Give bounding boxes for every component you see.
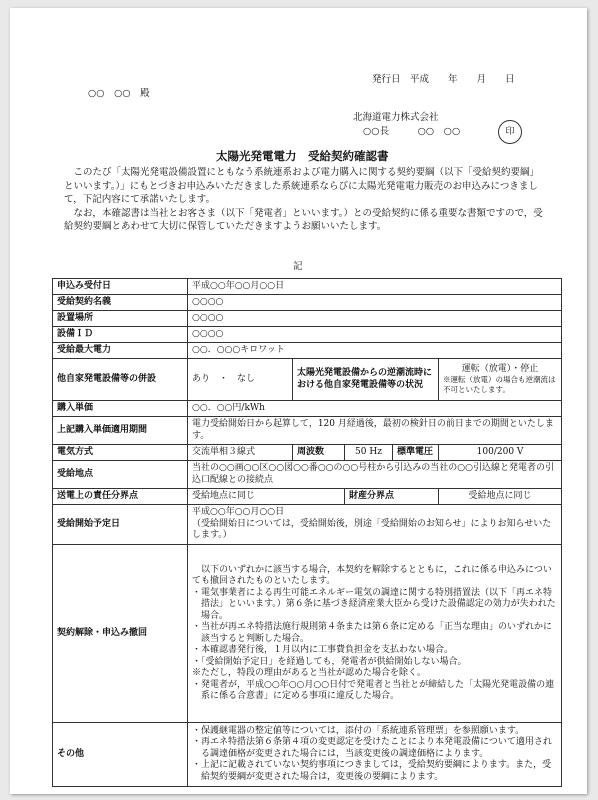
ki-heading: 記 (293, 261, 303, 272)
start-note: （受給開始日については，受給開始後，別途「受給開始のお知らせ」によりお知らせいたします。） (192, 518, 552, 541)
value-application-date: 平成○○年○○月○○日 (188, 279, 562, 295)
cancel-item: ・電気事業者による再生可能エネルギー電気の調達に関する特別措置法（以下「再エネ特措法」といいます。）第６条に基づき経済産業大臣から受けた設備認定の効力が失われた場合。 (192, 587, 556, 621)
label-equipment-id: 設備ＩＤ (53, 327, 188, 343)
value-asset-boundary: 受給地点に同じ (439, 489, 562, 505)
label-frequency: 周波数 (293, 445, 345, 461)
document-title: 太陽光発電電力 受給契約確認書 (216, 149, 389, 163)
table-row (53, 489, 562, 505)
label-other: その他 (53, 723, 188, 787)
label-voltage: 標準電圧 (393, 445, 439, 461)
value-equipment-id: ○○○○ (188, 327, 562, 343)
contract-table (52, 278, 562, 787)
other-item: ・保護継電器の整定値等については，添付の「系統連系管理票」を参照願います。 (192, 725, 525, 736)
other-item: ・再エネ特措法第６条第４項の変更認定を受けたことにより本発電設備について適用される調達価格が変更された場合には，当該変更後の調達価格によります。 (192, 737, 552, 759)
value-voltage: 100/200 V (439, 445, 562, 461)
value-max-power: ○○．○○○キロワット (188, 343, 562, 359)
label-supply-point: 受給地点 (53, 461, 188, 489)
label-cancel: 契約解除・申込み撤回 (53, 545, 188, 723)
company-name: 北海道電力株式会社 (353, 112, 439, 123)
label-start-date: 受給開始予定日 (53, 505, 188, 545)
combined-status-cell (439, 359, 562, 401)
label-application-date: 申込み受付日 (53, 279, 188, 295)
combined-note: ※運転（放電）の場合も逆潮流は不可といたします。 (443, 375, 556, 395)
cancel-item: ・「受給開始予定日」を経過しても，発電者が供給開始しない場合。 (192, 656, 467, 667)
cancel-note: ※ただし，特段の理由があると当社が認めた場合を除く。 (192, 668, 426, 678)
value-location: ○○○○ (188, 311, 562, 327)
label-max-power: 受給最大電力 (53, 343, 188, 359)
value-other (188, 723, 562, 787)
table-row (53, 327, 562, 343)
start-date: 平成○○年○○月○○日 (192, 507, 285, 518)
table-row (53, 461, 562, 489)
cancel-item: ・発電者が，平成○○年○○月○○日付で発電者と当社とが締結した「太陽光発電設備の連系に係る合意書」に定める事項に違反した場合。 (192, 679, 555, 701)
intro-text (64, 166, 548, 234)
table-row (53, 359, 562, 401)
value-supply-point: 当社の○○画○○区○○図○○番○○の○○号柱から引込みの当社の○○引込線と発電者の引込口配線との接続点 (188, 461, 562, 489)
label-location: 設置場所 (53, 311, 188, 327)
value-period: 電力受給開始日から起算して，120 月経過後，最初の検針日の前日までの期間といたします。 (188, 417, 562, 445)
manager-name: ○○長 ○○ ○○ (363, 126, 461, 137)
table-row (53, 279, 562, 295)
addressee: ○○ ○○ 殿 (88, 88, 150, 99)
label-contract-name: 受給契約名義 (53, 295, 188, 311)
label-electric: 電気方式 (53, 445, 188, 461)
other-item: ・上記に記載されていない契約事項につきましては，受給契約要綱によります。また，受給契約要綱が変更された場合は，変更後の要綱によります。 (192, 760, 552, 782)
value-electric: 交流単相３線式 (188, 445, 293, 461)
table-row (53, 445, 562, 461)
intro-paragraph-2: なお，本確認書は当社とお客さま（以下「発電者」といいます。）との受給契約に係る重要な書類ですので，受給契約要綱とあわせて大切に保管していただきますようお願いいたします。 (64, 207, 543, 232)
table-row (53, 417, 562, 445)
value-price: ○○．○○円/kWh (188, 401, 562, 417)
label-boundary: 送電上の責任分界点 (53, 489, 188, 505)
value-frequency: 50 Hz (345, 445, 393, 461)
table-row (53, 545, 562, 723)
issue-date: 発行日 平成 年 月 日 (372, 74, 515, 85)
cancel-item: ・本確認書発行後，１月以内に工事費負担金を支払わない場合。 (192, 645, 454, 655)
value-contract-name: ○○○○ (188, 295, 562, 311)
value-start-date (188, 505, 562, 545)
seal-stamp: 印 (498, 120, 522, 144)
combined-status: 運転（放電）・停止 (461, 363, 539, 374)
label-asset-boundary: 財産分界点 (345, 489, 439, 505)
cancel-item: ・当社が再エネ特措法施行規則第４条または第６条に定める「正当な理由」のいずれかに該当すると判断した場合。 (192, 622, 553, 644)
label-period: 上記購入単価適用期間 (53, 417, 188, 445)
combined-status-label: 太陽光発電設備からの逆潮流時における他自家発電設備等の状況 (293, 359, 439, 401)
table-row (53, 343, 562, 359)
cancel-lead: 以下のいずれかに該当する場合，本契約を解除するとともに，これに係る申込みについても撤回されたものといたします。 (192, 564, 552, 586)
table-row (53, 311, 562, 327)
value-cancel (188, 545, 562, 723)
document-page (10, 8, 587, 794)
table-row (53, 723, 562, 787)
label-combined: 他自家発電設備等の併設 (53, 359, 188, 401)
value-boundary: 受給地点に同じ (188, 489, 345, 505)
intro-paragraph-1: このたび「太陽光発電設備設置にともなう系統連系および電力購入に関する契約要綱（以下「受給契約要綱」といいます。）」にもとづきお申込みいただきました系統連系ならびに太陽光発電電力販売のお申込みにつきまして，下記内容にて承諾いたします。 (64, 167, 540, 205)
table-row (53, 401, 562, 417)
label-price: 購入単価 (53, 401, 188, 417)
value-combined: あり ・ なし (188, 359, 293, 401)
table-row (53, 505, 562, 545)
table-row (53, 295, 562, 311)
